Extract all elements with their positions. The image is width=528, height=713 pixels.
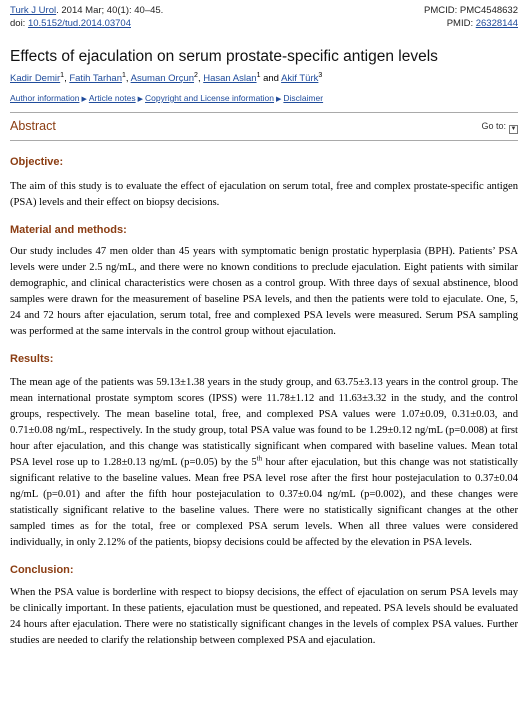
- right-triangle-icon: ▶: [81, 96, 87, 103]
- author-affiliation: 3: [318, 71, 323, 79]
- author-list: [10, 72, 518, 86]
- citation-line: [10, 5, 163, 18]
- abstract-header: [10, 112, 518, 141]
- author-separator: ,: [125, 73, 131, 84]
- pmid-line: [424, 18, 518, 31]
- conclusion-heading: Conclusion:: [10, 564, 74, 576]
- results-superscript: th: [256, 454, 263, 463]
- right-triangle-icon: ▶: [276, 96, 282, 103]
- article-info-links: [10, 93, 518, 103]
- methods-text: Our study includes 47 men older than 45 years with symptomatic benign prostatic hyperplasia (BPH). Patients’ PSA levels were under 2.5 ng/mL, and there were no known conditions to preclude ejaculation. Eight patients with similar demographic, and clinical characteristics were chosen as a control group. With three days of sexual abstinence, blood samples were drawn for the measurement of baseline PSA levels, and then the patients were told to ejaculate. One, 5, 24 and 72 hours after ejaculation, serum total, free and complexed PSA levels were measured. Serum PSA sampling was performed at the same intervals in the control group without ejaculation.: [10, 246, 518, 337]
- goto-menu[interactable]: [481, 121, 518, 134]
- author-affiliation: 1: [121, 71, 126, 79]
- objective-text: The aim of this study is to evaluate the effect of ejaculation on serum total, free and complex prostate-specific antigen (PSA) levels and their effect on biopsy decisions.: [10, 181, 518, 208]
- author-link[interactable]: Hasan Aslan: [203, 73, 257, 84]
- goto-label: Go to:: [481, 121, 506, 131]
- author-affiliation: 1: [60, 71, 65, 79]
- objective-heading: Objective:: [10, 156, 64, 168]
- author-and: and: [260, 73, 282, 84]
- author-link[interactable]: Akif Türk: [281, 73, 319, 84]
- methods-heading: Material and methods:: [10, 224, 127, 236]
- disclaimer-link[interactable]: Disclaimer: [283, 93, 324, 103]
- citation-date-pages: . 2014 Mar; 40(1): 40–45.: [56, 5, 164, 16]
- author-link[interactable]: Fatih Tarhan: [69, 73, 122, 84]
- copyright-license-link[interactable]: Copyright and License information: [145, 93, 275, 103]
- author-information-link[interactable]: Author information: [10, 93, 80, 103]
- identifiers: [424, 5, 518, 30]
- journal-link[interactable]: Turk J Urol: [10, 5, 57, 16]
- pmid-link[interactable]: 26328144: [475, 17, 518, 29]
- author-link[interactable]: Kadir Demir: [10, 73, 61, 84]
- results-text-part-a: The mean age of the patients was 59.13±1.38 years in the study group, and 63.75±3.13 years in the control group. The mean international prostate symptom scores (IPSS) were 11.78±1.12 and 11.63±3.32 in the study, and the control groups, respectively. The mean baseline total, free, and complexed PSA values were 1.07±0.09, 0.31±0.03, and 0.71±0.08 ng/mL, respectively. In the study group, total PSA value was found to be 1.29±0.12 ng/mL (p=0.008) at first hour after ejaculation, and this change was statistically significant when compared with baseline values. Mean total PSA level rose up to 1.28±0.13 ng/mL (p=0.05) by the 5: [10, 377, 518, 468]
- pmcid: PMCID: PMC4548632: [424, 5, 518, 16]
- doi-link[interactable]: 10.5152/tud.2014.03704: [27, 17, 131, 29]
- citation-info: [10, 5, 163, 30]
- article-notes-link[interactable]: Article notes: [88, 93, 136, 103]
- conclusion-text: When the PSA value is borderline with respect to biopsy decisions, the effect of ejaculation on serum PSA levels may be clinically important. In these patients, ejaculation must be questioned, and repeated. PSA levels should be evaluated 24 hours after ejaculation. There were no statistically significant changes in the levels of complex PSA values. Further studies are needed to clarify the relationship between complexed PSA and ejaculation.: [10, 587, 518, 646]
- results-text: [10, 375, 518, 551]
- doi-label: doi:: [10, 17, 28, 29]
- author-affiliation: 1: [256, 71, 261, 79]
- author-affiliation: 2: [194, 71, 198, 79]
- article-title: Effects of ejaculation on serum prostate-specific antigen levels: [10, 48, 438, 65]
- author-separator: ,: [64, 73, 70, 84]
- doi-line: [10, 18, 163, 31]
- right-triangle-icon: ▶: [137, 96, 144, 103]
- goto-dropdown-icon: ▼: [510, 126, 517, 132]
- results-text-part-b: hour after ejaculation, but this change was not statistically significant relative to the baseline values. Mean free PSA level rose after the first hour postejaculation to 0.37±0.04 ng/mL (p=0.01) and after the fifth hour postejaculation to 0.37±0.04 ng/mL (p=0.002), and these changes were statistically significant relative to the baseline values. There were no statistically significant changes at the other sampled times as for the total, free or complexed PSA serum levels. When all three values were considered individually, in only 2.12% of the patients, biopsy decisions could be affected by the elevation in PSA levels.: [10, 457, 518, 548]
- results-heading: Results:: [10, 353, 54, 365]
- citation-bar: [10, 0, 518, 34]
- pmid-label: PMID:: [446, 17, 476, 29]
- author-link[interactable]: Asuman Orçun: [130, 73, 195, 84]
- author-separator: ,: [197, 73, 204, 84]
- abstract-heading: Abstract: [10, 119, 56, 133]
